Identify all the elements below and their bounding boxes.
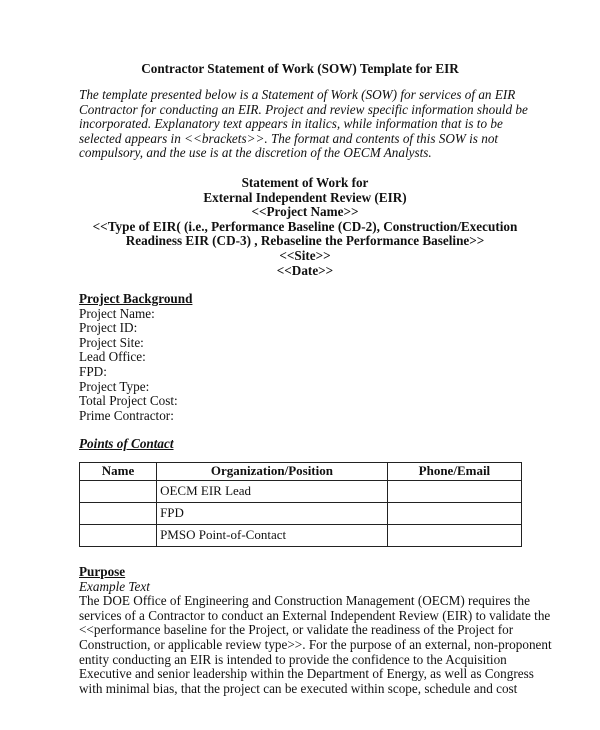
sow-heading-line: Readiness EIR (CD-3) , Rebaseline the Performance Baseline>>	[125, 233, 485, 249]
intro-line: incorporated. Explanatory text appears in italics, while information that is to be	[79, 116, 503, 132]
cell-phone-email	[387, 481, 521, 503]
column-header-name: Name	[80, 463, 157, 481]
intro-paragraph	[79, 87, 528, 161]
sow-heading-line: <<Project Name>>	[251, 204, 359, 220]
purpose-section	[79, 564, 552, 696]
project-field-label: Project Name:	[79, 305, 155, 321]
sow-heading	[70, 176, 540, 278]
project-field-label: Lead Office:	[79, 349, 146, 365]
project-background-section	[79, 292, 519, 423]
column-header-phone-email: Phone/Email	[387, 463, 521, 481]
sow-heading-line: <<Type of EIR( (i.e., Performance Baseline (CD-2), Construction/Execution	[92, 218, 518, 234]
intro-line: selected appears in <<brackets>>. The format and contents of this SOW is not	[79, 130, 499, 146]
document-title: Contractor Statement of Work (SOW) Template for EIR	[141, 61, 459, 76]
intro-line: compulsory, and the use is at the discretion of the OECM Analysts.	[79, 145, 432, 161]
project-background-title: Project Background	[79, 291, 193, 306]
project-field-label: Total Project Cost:	[79, 393, 178, 409]
points-of-contact-title: Points of Contact	[79, 436, 174, 451]
purpose-line: Construction, or applicable review type>>. For the purpose of an external, non-proponent	[79, 636, 552, 652]
purpose-title: Purpose	[79, 564, 126, 579]
intro-line: Contractor for conducting an EIR. Project and review specific information should be	[79, 101, 528, 117]
table-row	[80, 481, 522, 503]
purpose-line: entity conducting an EIR is intended to provide the confidence to the Acquisition	[79, 651, 507, 667]
cell-name	[80, 481, 157, 503]
sow-heading-line: Statement of Work for	[241, 175, 369, 190]
purpose-line: Executive and senior leadership within the Department of Energy, as well as Congress	[79, 666, 534, 682]
sow-heading-line: External Independent Review (EIR)	[203, 189, 407, 205]
sow-heading-line: <<Date>>	[276, 262, 334, 278]
intro-line: The template presented below is a Statement of Work (SOW) for services of an EIR	[79, 87, 516, 102]
project-field-label: Project ID:	[79, 320, 138, 336]
purpose-line: services of a Contractor to conduct an External Independent Review (EIR) to validate the	[79, 607, 551, 623]
project-field-label: FPD:	[79, 363, 107, 379]
purpose-line: The DOE Office of Engineering and Construction Management (OECM) requires the	[79, 593, 530, 609]
cell-organization: FPD	[157, 503, 388, 525]
column-header-organization: Organization/Position	[157, 463, 388, 481]
purpose-line: <<performance baseline for the Project, or validate the readiness of the Project for	[79, 622, 514, 638]
project-field-label: Prime Contractor:	[79, 407, 174, 423]
purpose-line: with minimal bias, that the project can be executed within scope, schedule and cost	[79, 680, 518, 696]
cell-organization: OECM EIR Lead	[157, 481, 388, 503]
cell-name	[80, 503, 157, 525]
points-of-contact-table	[79, 462, 522, 547]
table-header-row	[80, 463, 522, 481]
cell-organization: PMSO Point-of-Contact	[157, 525, 388, 547]
project-field-label: Project Site:	[79, 334, 144, 350]
cell-phone-email	[387, 503, 521, 525]
table-row	[80, 525, 522, 547]
cell-phone-email	[387, 525, 521, 547]
example-text-label: Example Text	[79, 578, 150, 594]
project-field-label: Project Type:	[79, 378, 150, 394]
cell-name	[80, 525, 157, 547]
sow-heading-line: <<Site>>	[279, 247, 331, 263]
table-row	[80, 503, 522, 525]
